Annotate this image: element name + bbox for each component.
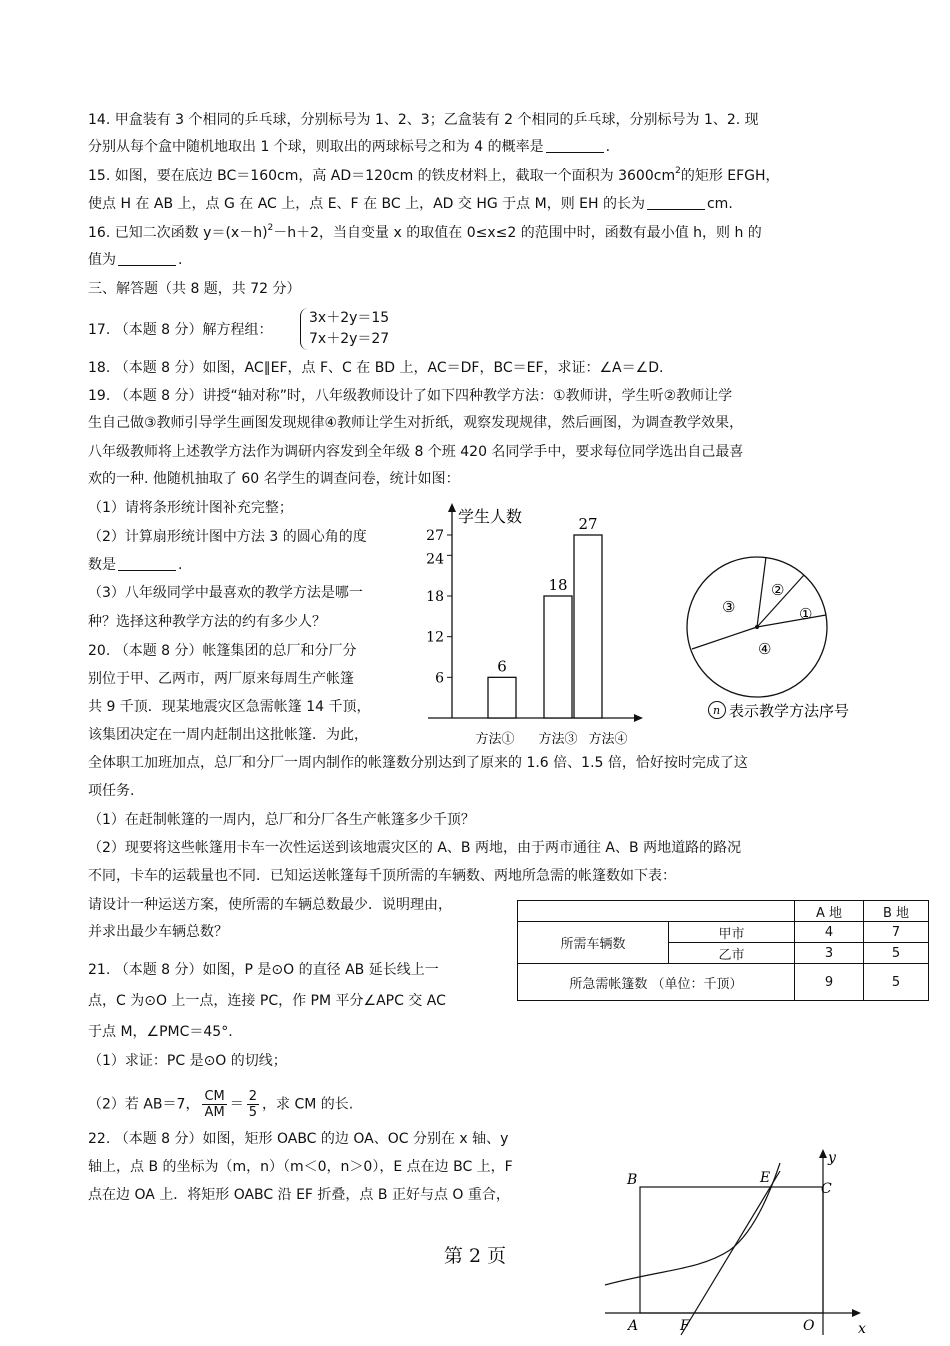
q19-line1: 19. （本题 8 分）讲授“轴对称”时，八年级教师设计了如下四种教学方法：①教师讲，学生听②教师让学 — [88, 388, 733, 404]
q15-text-a: 15. 如图，要在底边 BC＝160cm，高 AD＝120cm 的铁皮材料上，截取一个面积为 3600cm — [88, 168, 676, 184]
q16-line2-end: . — [178, 252, 183, 268]
q16-sup: 2 — [267, 223, 274, 233]
table-vehicles-label: 所需车辆数 — [518, 922, 669, 964]
q17-eq1: 3x＋2y＝15 — [309, 310, 390, 326]
q20-line2: 别位于甲、乙两市，两厂原来每周生产帐篷 — [88, 671, 354, 687]
pie-divider-1 — [757, 557, 766, 627]
bar — [544, 596, 572, 718]
label-x: x — [858, 1321, 866, 1337]
q21-line2: 点，C 为⊙O 上一点，连接 PC，作 PM 平分∠APC 交 AC — [88, 993, 446, 1009]
table-yi-label: 乙市 — [669, 943, 795, 964]
pie-chart — [680, 540, 880, 730]
q19-line3: 八年级教师将上述教学方法作为调研内容发到全年级 8 个班 420 名同学手中，要求每位同学选出自己最喜 — [88, 444, 744, 460]
q21-line3: 于点 M，∠PMC＝45°. — [88, 1024, 233, 1040]
category-label: 方法④ — [588, 732, 628, 747]
pie-label-3: ③ — [722, 598, 736, 616]
q21-part1: （1）求证：PC 是⊙O 的切线； — [88, 1053, 287, 1069]
q19-part2b — [88, 555, 182, 575]
q16-answer-blank — [118, 251, 176, 266]
q19-part2b-text: 数是 — [88, 557, 116, 573]
y-tick-label: 6 — [435, 670, 444, 687]
pie-divider-4 — [692, 627, 757, 649]
table-need-a: 9 — [795, 964, 864, 1001]
table-row — [518, 901, 929, 922]
q22-line2: 轴上，点 B 的坐标为（m，n）（m＜0，n＞0），E 点在边 BC 上，F — [88, 1159, 513, 1175]
q15-line2-text: 使点 H 在 AB 上，点 G 在 AC 上，点 E、F 在 BC 上，AD 交 HG 于点 M，则 EH 的长为 — [88, 196, 645, 212]
q20-line1: 20. （本题 8 分）帐篷集团的总厂和分厂分 — [88, 643, 357, 659]
table-yi-b: 5 — [864, 943, 929, 964]
q21-part2-text: （2）若 AB＝7， — [88, 1096, 200, 1113]
q19-part1: （1）请将条形统计图补充完整； — [88, 500, 293, 516]
y-tick-label: 18 — [426, 589, 444, 605]
table-jia-label: 甲市 — [669, 922, 795, 943]
q14-line2-end: . — [605, 139, 611, 155]
y-axis-arrow — [819, 1149, 827, 1158]
table-jia-b: 7 — [864, 922, 929, 943]
q20-part3: 不同，卡车的运载量也不同．已知运送帐篷每千顶所需的车辆数、两地所急需的帐篷数如下表： — [88, 868, 676, 884]
bar-value-label: 18 — [548, 576, 568, 594]
q15-sup: 2 — [675, 166, 681, 176]
q16-line2 — [88, 250, 182, 270]
y-tick-label: 12 — [426, 629, 444, 646]
pie-label-1: ① — [799, 605, 813, 623]
pie-divider-3 — [757, 615, 826, 627]
bar-chart — [410, 500, 650, 750]
section-title: 三、解答题（共 8 题，共 72 分） — [88, 281, 301, 297]
label-c: C — [821, 1181, 832, 1197]
q14-line1: 14. 甲盒装有 3 个相同的乒乓球，分别标号为 1、2、3；乙盒装有 2 个相同的乒乓球，分别标号为 1、2. 现 — [88, 112, 759, 128]
bar — [574, 535, 602, 718]
q20-line5: 全体职工加班加点，总厂和分厂一周内制作的帐篷数分别达到了原来的 1.6 倍、1.5 倍，恰好按时完成了这 — [88, 755, 748, 771]
q19-line2: 生自己做③教师引导学生画图发现规律④教师让学生对折纸，观察发现规律，然后画图，为调查教学效果， — [88, 415, 744, 431]
table-head-a: A 地 — [795, 901, 864, 922]
q14-line2-text: 分别从每个盒中随机地取出 1 个球，则取出的两球标号之和为 4 的概率是 — [88, 139, 544, 155]
bar-chart-axes — [428, 503, 643, 722]
q20-line6: 项任务. — [88, 783, 135, 799]
q20-line3: 共 9 千顶．现某地震灾区急需帐篷 14 千顶， — [88, 699, 371, 715]
table-head-b: B 地 — [864, 901, 929, 922]
q19-line4: 欢的一种. 他随机抽取了 60 名学生的调查问卷，统计如图： — [88, 471, 460, 487]
label-o: O — [803, 1318, 815, 1334]
bar-chart-title: 学生人数 — [458, 507, 523, 526]
q19-part2b-end: . — [178, 557, 183, 573]
table-row — [518, 922, 929, 943]
q17-equation-system — [300, 308, 389, 350]
label-b: B — [627, 1172, 638, 1188]
q22-line3: 点在边 OA 上．将矩形 OABC 沿 EF 折叠，点 B 正好与点 O 重合， — [88, 1187, 510, 1203]
q21-part2 — [88, 1089, 353, 1120]
q20-part4: 请设计一种运送方案，使所需的车辆总数最少．说明理由， — [88, 897, 452, 913]
q18-text: 18. （本题 8 分）如图，AC∥EF，点 F、C 在 BD 上，AC＝DF，BC＝EF，求证：∠A＝∠D. — [88, 360, 664, 376]
q15-line2-unit: cm. — [706, 196, 733, 212]
page-number: 第 2 页 — [443, 1245, 507, 1267]
q19-part3b: 种？选择这种教学方法的约有多少人？ — [88, 614, 326, 630]
q21-fraction-cm-am — [202, 1089, 226, 1120]
label-a: A — [628, 1318, 639, 1334]
pie-label-4: ④ — [758, 640, 772, 658]
pie-legend-n: n — [713, 704, 721, 717]
q17-eq2: 7x＋2y＝27 — [309, 331, 390, 347]
table-need-label: 所急需帐篷数 （单位：千顶） — [518, 964, 795, 1001]
q21-equals: ＝ — [229, 1096, 244, 1113]
q15-text-b: 的矩形 EFGH， — [680, 168, 780, 184]
q19-part3a: （3）八年级同学中最喜欢的教学方法是哪一 — [88, 585, 363, 601]
table-jia-a: 4 — [795, 922, 864, 943]
q22-line1: 22. （本题 8 分）如图，矩形 OABC 的边 OA、OC 分别在 x 轴、y — [88, 1131, 509, 1147]
table-yi-a: 3 — [795, 943, 864, 964]
frac-numerator: 2 — [248, 1089, 258, 1104]
frac-denominator: AM — [204, 1105, 225, 1120]
q15-line1 — [88, 166, 780, 186]
pie-label-2: ② — [771, 581, 785, 599]
q16-text-a: 16. 已知二次函数 y＝(x－h) — [88, 225, 268, 241]
pie-caption: 表示教学方法序号 — [729, 702, 850, 720]
y-tick-label: 24 — [426, 551, 444, 568]
q15-line2 — [88, 194, 733, 214]
bar — [488, 677, 516, 718]
category-label: 方法① — [475, 732, 515, 747]
transport-table — [517, 900, 929, 1001]
label-f: F — [680, 1318, 690, 1334]
frac-denominator: 5 — [248, 1105, 258, 1120]
q15-answer-blank — [647, 195, 705, 210]
q19-part2a: （2）计算扇形统计图中方法 3 的圆心角的度 — [88, 529, 367, 545]
q16-line1 — [88, 223, 762, 243]
q19-answer-blank — [118, 556, 176, 571]
category-label: 方法③ — [538, 732, 578, 747]
y-tick-label: 27 — [426, 528, 444, 544]
q16-line2-text: 值为 — [88, 252, 116, 268]
q20-line4: 该集团决定在一周内赶制出这批帐篷．为此， — [88, 727, 368, 743]
label-y: y — [828, 1150, 836, 1166]
bar-value-label: 27 — [578, 515, 598, 533]
label-e: E — [760, 1170, 771, 1186]
table-corner — [518, 901, 795, 922]
table-need-b: 5 — [864, 964, 929, 1001]
x-axis-arrow — [852, 1309, 861, 1317]
q20-part1: （1）在赶制帐篷的一周内，总厂和分厂各生产帐篷多少千顶？ — [88, 812, 475, 828]
table-row — [518, 964, 929, 1001]
q14-line2 — [88, 137, 610, 157]
q21-line1: 21. （本题 8 分）如图，P 是⊙O 的直径 AB 延长线上一 — [88, 962, 439, 978]
bar-value-label: 6 — [497, 657, 507, 676]
frac-numerator: CM — [204, 1089, 225, 1104]
q17-label: 17. （本题 8 分）解方程组： — [88, 322, 273, 338]
q21-part2-end: ，求 CM 的长. — [262, 1096, 354, 1113]
pie-center — [755, 625, 759, 629]
q20-part5: 并求出最少车辆总数？ — [88, 924, 228, 940]
q21-fraction-2-5 — [247, 1089, 259, 1120]
q14-answer-blank — [546, 138, 604, 153]
q20-part2: （2）现要将这些帐篷用卡车一次性运送到该地震灾区的 A、B 两地，由于两市通往 A、B 两地道路的路况 — [88, 840, 742, 856]
q16-text-b: －h＋2，当自变量 x 的取值在 0≤x≤2 的范围中时，函数有最小值 h，则 h 的 — [273, 225, 762, 241]
